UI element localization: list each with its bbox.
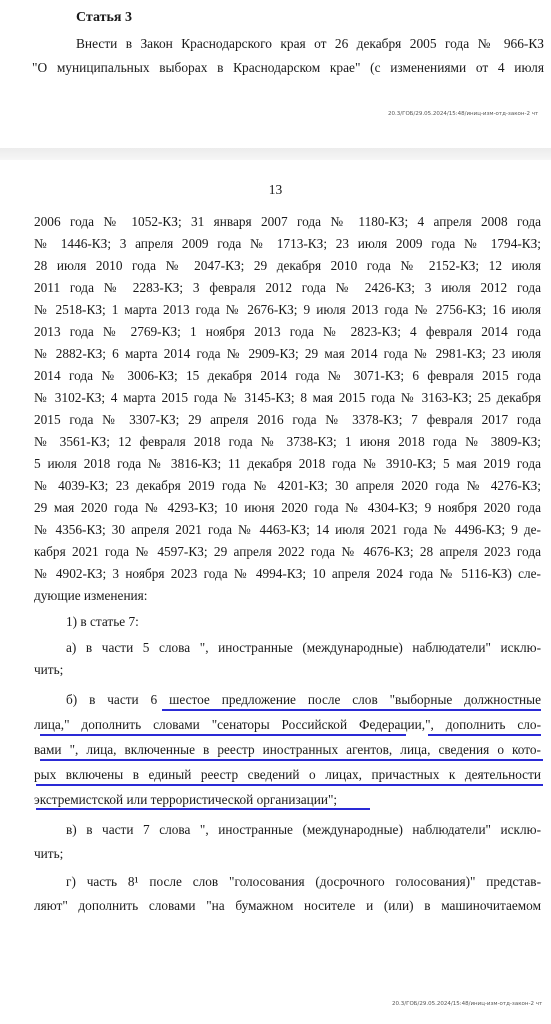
text-line: лица," дополнить словами "сенаторы Российской Федерации,", дополнить сло- (34, 717, 541, 732)
text-line: 2011 года № 2283-КЗ; 3 февраля 2012 года № 2426-КЗ; 3 июля 2012 года (34, 280, 541, 295)
text-line: № 4356-КЗ; 30 апреля 2021 года № 4463-КЗ; 14 июля 2021 года № 4496-КЗ; 9 де- (34, 522, 541, 537)
text-line: чить; (34, 846, 64, 861)
list-item-heading: 1) в статье 7: (66, 614, 139, 629)
text-line: 5 июля 2018 года № 3816-КЗ; 11 декабря 2018 года № 3910-КЗ; 5 мая 2019 года (34, 456, 541, 471)
text-line: а) в части 5 слова ", иностранные (международные) наблюдатели" исклю- (66, 640, 541, 655)
text-line: кабря 2021 года № 4597-КЗ; 29 апреля 2022 года № 4676-КЗ; 28 апреля 2023 года (34, 544, 541, 559)
text-line: чить; (34, 662, 64, 677)
text-line: Внести в Закон Краснодарского края от 26 декабря 2005 года № 966-КЗ (76, 36, 544, 51)
text-line: в) в части 7 слова ", иностранные (международные) наблюдатели" исклю- (66, 822, 541, 837)
text-line: 2015 года № 3307-КЗ; 29 апреля 2016 года № 3378-КЗ; 7 февраля 2017 года (34, 412, 541, 427)
text-line: № 3561-КЗ; 12 февраля 2018 года № 3738-КЗ; 1 июня 2018 года № 3809-КЗ; (34, 434, 541, 449)
page-number: 13 (268, 182, 283, 197)
text-line: № 2518-КЗ; 1 марта 2013 года № 2676-КЗ; 9 июля 2013 года № 2756-КЗ; 16 июля (34, 302, 541, 317)
highlight-underline (36, 808, 370, 810)
previous-page-fragment (0, 0, 551, 148)
text-line: № 1446-КЗ; 3 апреля 2009 года № 1713-КЗ; 23 июля 2009 года № 1794-КЗ; (34, 236, 541, 251)
text-line: "О муниципальных выборах в Краснодарском крае" (с изменениями от 4 июля (32, 60, 544, 75)
text-line: 2013 года № 2769-КЗ; 1 ноября 2013 года № 2823-КЗ; 4 февраля 2014 года (34, 324, 541, 339)
page-separator (0, 148, 551, 160)
text-line: 2014 года № 3006-КЗ; 15 декабря 2014 года № 3071-КЗ; 6 февраля 2015 года (34, 368, 541, 383)
text-line: 28 июля 2010 года № 2047-КЗ; 29 декабря 2010 года № 2152-КЗ; 12 июля (34, 258, 541, 273)
text-line: № 4902-КЗ; 3 ноября 2023 года № 4994-КЗ; 10 апреля 2024 года № 5116-КЗ) сле- (34, 566, 541, 581)
document-stamp: 20.3/ГОБ/29.05.2024/15:48/иниц-изм-отд-закон-2 чт (392, 1001, 543, 1007)
text-line: № 3102-КЗ; 4 марта 2015 года № 3145-КЗ; 8 мая 2015 года № 3163-КЗ; 25 декабря (34, 390, 541, 405)
text-line: ляют" дополнить словами "на бумажном носителе и (или) в машиночитаемом (34, 898, 541, 913)
text-line: дующие изменения: (34, 588, 148, 603)
text-line: 2006 года № 1052-КЗ; 31 января 2007 года № 1180-КЗ; 4 апреля 2008 года (34, 214, 541, 229)
text-line: № 4039-КЗ; 23 декабря 2019 года № 4201-КЗ; 30 апреля 2020 года № 4276-КЗ; (34, 478, 541, 493)
highlight-underline (40, 759, 543, 761)
text-line: 29 мая 2020 года № 4293-КЗ; 10 июня 2020 года № 4304-КЗ; 9 ноября 2020 года (34, 500, 541, 515)
text-line: г) часть 8¹ после слов "голосования (досрочного голосования)" представ- (66, 874, 541, 889)
article-title: Статья 3 (76, 10, 132, 25)
text-line: № 2882-КЗ; 6 марта 2014 года № 2909-КЗ; 29 мая 2014 года № 2981-КЗ; 23 июля (34, 346, 541, 361)
text-line: экстремистской или террористической организации"; (34, 792, 338, 807)
text-line: рых включены в единый реестр сведений о лицах, причастных к деятельности (34, 767, 541, 782)
document-stamp: 20.3/ГОБ/29.05.2024/15:48/иниц-изм-отд-закон-2 чт (388, 111, 539, 117)
highlight-underline (428, 734, 541, 736)
highlight-underline (40, 734, 406, 736)
text-line: б) в части 6 шестое предложение после слов "выборные должностные (66, 692, 541, 707)
highlight-underline (36, 784, 543, 786)
text-line: вами ", лица, включенные в реестр иностранных агентов, лица, сведения о кото- (34, 742, 541, 757)
highlight-underline (162, 709, 541, 711)
